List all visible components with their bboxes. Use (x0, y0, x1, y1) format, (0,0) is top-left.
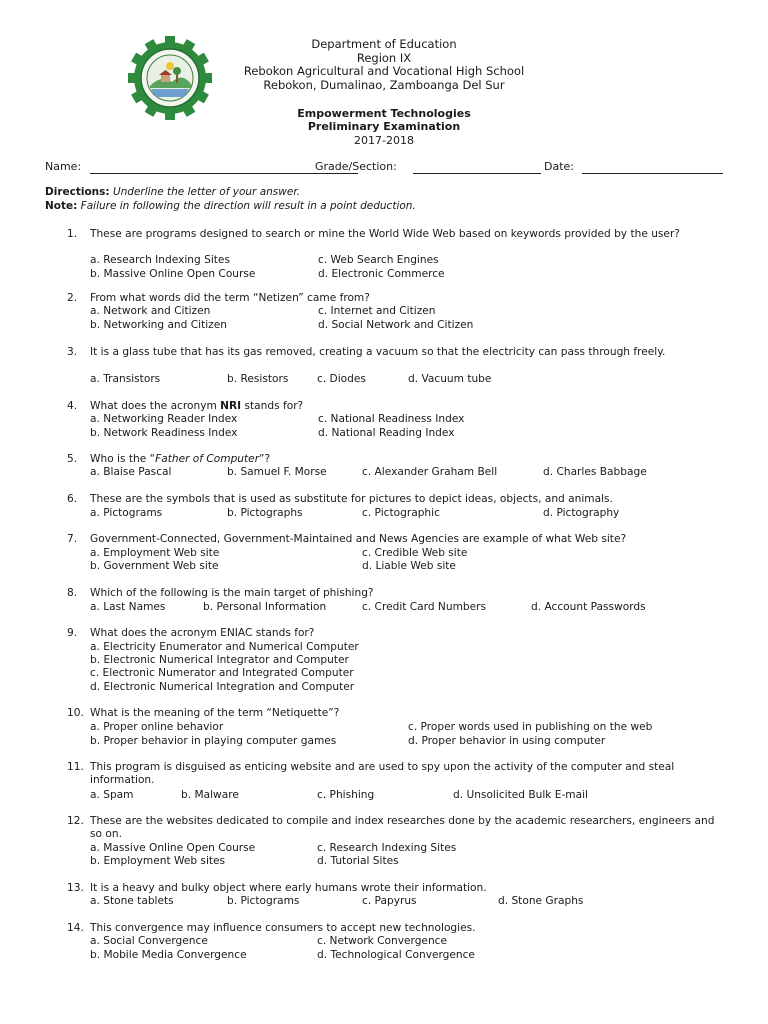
question-number: 5. (67, 453, 78, 465)
question-number: 3. (67, 346, 78, 358)
option-a[interactable]: a. Spam (90, 789, 134, 801)
option-b[interactable]: b. Electronic Numerical Integrator and Computer (90, 654, 349, 666)
question-number: 9. (67, 627, 78, 639)
option-b[interactable]: b. Massive Online Open Course (90, 268, 256, 280)
option-a[interactable]: a. Pictograms (90, 507, 163, 519)
exam-title-block (0, 107, 768, 147)
school-name: Rebokon Agricultural and Vocational High School (243, 64, 525, 79)
question-number: 1. (67, 228, 78, 240)
option-b[interactable]: b. Pictographs (227, 507, 303, 519)
option-b[interactable]: b. Employment Web sites (90, 855, 226, 867)
option-d[interactable]: d. National Reading Index (318, 427, 455, 439)
question-text: From what words did the term “Netizen” came from? (90, 292, 370, 304)
option-d[interactable]: d. Stone Graphs (498, 895, 584, 907)
option-d[interactable]: d. Account Passwords (531, 601, 646, 613)
option-c[interactable]: c. Phishing (317, 789, 375, 801)
option-a[interactable]: a. Massive Online Open Course (90, 842, 256, 854)
option-d[interactable]: d. Proper behavior in using computer (408, 735, 606, 747)
question-number: 14. (67, 922, 84, 934)
question-number: 6. (67, 493, 78, 505)
option-a[interactable]: a. Blaise Pascal (90, 466, 172, 478)
option-b[interactable]: b. Resistors (227, 373, 289, 385)
option-a[interactable]: a. Social Convergence (90, 935, 208, 947)
question-text: What is the meaning of the term “Netiquette”? (90, 707, 340, 719)
option-d[interactable]: d. Charles Babbage (543, 466, 647, 478)
option-d[interactable]: d. Liable Web site (362, 560, 456, 572)
option-b[interactable]: b. Pictograms (227, 895, 300, 907)
question-text: What does the acronym NRI stands for? (90, 400, 304, 412)
option-b[interactable]: b. Personal Information (203, 601, 327, 613)
question-number: 11. (67, 761, 84, 773)
option-b[interactable]: b. Government Web site (90, 560, 219, 572)
option-c[interactable]: c. Web Search Engines (318, 254, 439, 266)
option-d[interactable]: d. Unsolicited Bulk E-mail (453, 789, 588, 801)
directions-line: Directions: Underline the letter of your answer. (45, 186, 301, 198)
question-text: What does the acronym ENIAC stands for? (90, 627, 315, 639)
question-number: 8. (67, 587, 78, 599)
question-number: 4. (67, 400, 78, 412)
question-text: These are the symbols that is used as substitute for pictures to depict ideas, objects, and animals. (90, 493, 613, 505)
option-c[interactable]: c. Pictographic (362, 507, 440, 519)
student-info-row (45, 160, 725, 176)
option-d[interactable]: d. Electronic Numerical Integration and Computer (90, 681, 355, 693)
question-text: It is a heavy and bulky object where early humans wrote their information. (90, 882, 487, 894)
option-c[interactable]: c. Alexander Graham Bell (362, 466, 498, 478)
option-b[interactable]: b. Samuel F. Morse (227, 466, 327, 478)
department-name: Department of Education (311, 37, 457, 51)
name-label: Name: (45, 160, 82, 173)
grade-section-label: Grade/Section: (315, 160, 397, 173)
option-b[interactable]: b. Networking and Citizen (90, 319, 227, 331)
question-text: Government-Connected, Government-Maintained and News Agencies are example of what Web site? (90, 533, 627, 545)
date-blank[interactable] (582, 173, 723, 174)
question-number: 10. (67, 707, 84, 719)
region-name: Region IX (356, 50, 412, 65)
option-b[interactable]: b. Mobile Media Convergence (90, 949, 247, 961)
school-header (0, 38, 768, 92)
question-number: 13. (67, 882, 84, 894)
option-c[interactable]: c. Credible Web site (362, 547, 468, 559)
school-address: Rebokon, Dumalinao, Zamboanga Del Sur (263, 77, 505, 92)
option-a[interactable]: a. Proper online behavior (90, 721, 224, 733)
exam-type: Preliminary Examination (307, 120, 461, 134)
question-text: It is a glass tube that has its gas removed, creating a vacuum so that the electricity can pass through freely. (90, 346, 666, 358)
option-b[interactable]: b. Network Readiness Index (90, 427, 238, 439)
option-c[interactable]: c. Internet and Citizen (318, 305, 436, 317)
question-text: Who is the “Father of Computer”? (90, 453, 271, 465)
option-a[interactable]: a. Stone tablets (90, 895, 174, 907)
question-text: This program is disguised as enticing website and are used to spy upon the activity of the computer and steal information. (90, 761, 675, 787)
option-d[interactable]: d. Electronic Commerce (318, 268, 445, 280)
option-c[interactable]: c. Credit Card Numbers (362, 601, 487, 613)
question-text: These are programs designed to search or mine the World Wide Web based on keywords provided by the user? (90, 228, 680, 240)
grade-section-blank[interactable] (413, 173, 541, 174)
option-c[interactable]: c. Electronic Numerator and Integrated Computer (90, 667, 354, 679)
subject-title: Empowerment Technologies (297, 107, 471, 120)
school-year: 2017-2018 (354, 133, 414, 147)
question-text: This convergence may influence consumers to accept new technologies. (90, 922, 476, 934)
option-a[interactable]: a. Electricity Enumerator and Numerical Computer (90, 641, 359, 653)
question-number: 7. (67, 533, 78, 545)
option-c[interactable]: c. Network Convergence (317, 935, 448, 947)
directions-block (45, 186, 416, 213)
option-c[interactable]: c. Proper words used in publishing on the web (408, 721, 653, 733)
option-d[interactable]: d. Tutorial Sites (317, 855, 399, 867)
note-line: Note: Failure in following the direction will result in a point deduction. (45, 199, 416, 212)
question-number: 2. (67, 292, 78, 304)
option-b[interactable]: b. Malware (181, 789, 239, 801)
option-a[interactable]: a. Transistors (90, 373, 161, 385)
option-a[interactable]: a. Last Names (90, 601, 166, 613)
option-b[interactable]: b. Proper behavior in playing computer games (90, 735, 337, 747)
date-label: Date: (544, 160, 574, 173)
option-c[interactable]: c. Papyrus (362, 895, 417, 907)
option-c[interactable]: c. Diodes (317, 373, 366, 385)
option-d[interactable]: d. Pictography (543, 507, 620, 519)
option-a[interactable]: a. Network and Citizen (90, 305, 211, 317)
option-d[interactable]: d. Social Network and Citizen (318, 319, 474, 331)
option-d[interactable]: d. Vacuum tube (408, 373, 492, 385)
option-a[interactable]: a. Research Indexing Sites (90, 254, 230, 266)
question-text: Which of the following is the main target of phishing? (90, 587, 374, 599)
option-a[interactable]: a. Employment Web site (90, 547, 220, 559)
question-text: These are the websites dedicated to compile and index researches done by the academic researchers, engineers and so on. (90, 815, 715, 841)
option-a[interactable]: a. Networking Reader Index (90, 413, 238, 425)
option-c[interactable]: c. Research Indexing Sites (317, 842, 457, 854)
question-number: 12. (67, 815, 84, 827)
option-d[interactable]: d. Technological Convergence (317, 949, 475, 961)
option-c[interactable]: c. National Readiness Index (318, 413, 465, 425)
